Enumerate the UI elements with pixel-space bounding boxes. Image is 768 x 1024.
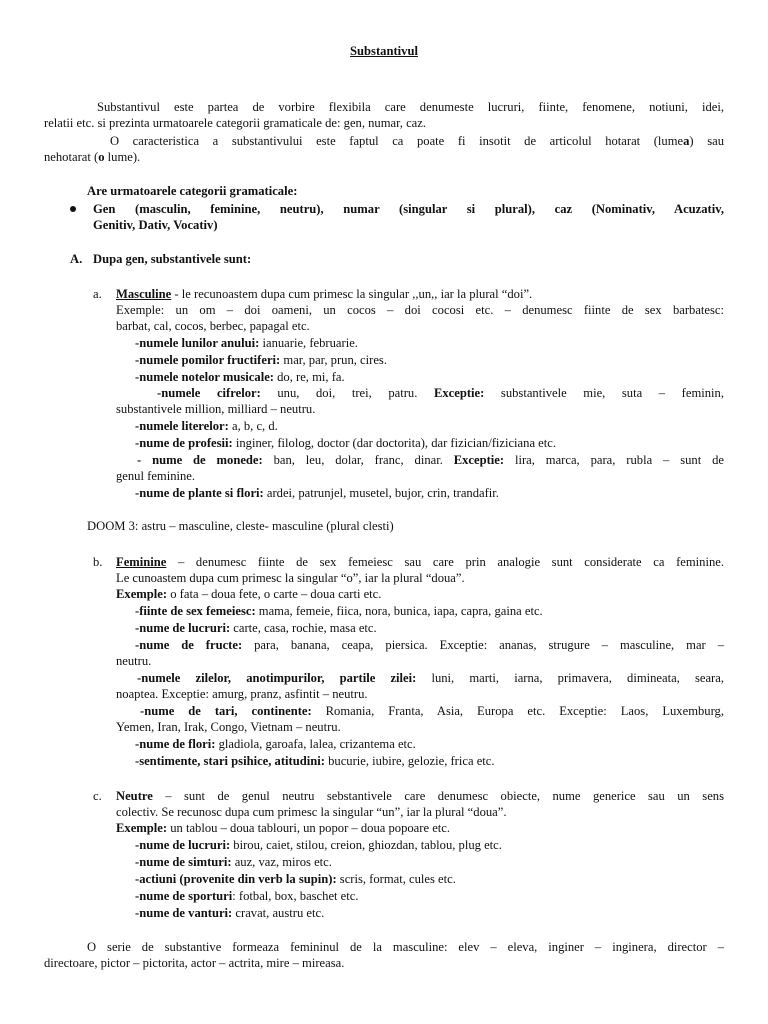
neut-exemple: Exemple: un tablou – doua tablouri, un popor – doua popoare etc.: [116, 821, 451, 835]
masc-note: -numele notelor musicale: do, re, mi, fa.: [135, 370, 345, 384]
categories-heading: Are urmatoarele categorii gramaticale:: [87, 184, 298, 198]
masc-monede-line2: genul feminine.: [116, 469, 196, 483]
bullet-icon: [70, 206, 76, 212]
intro-p1-line1: Substantivul este partea de vorbire flexibila care denumeste lucruri, fiinte, fenomene, notiuni, idei,: [97, 100, 724, 114]
intro-p2-line2: nehotarat (o lume).: [44, 150, 141, 164]
intro-p2-line1: O caracteristica a substantivului este faptul ca poate fi insotit de articolul hotarat (lumea) sau: [110, 134, 724, 148]
doom-note: DOOM 3: astru – masculine, cleste- masculine (plural clesti): [87, 519, 394, 533]
categories-bullet-line2: Genitiv, Dativ, Vocativ): [93, 218, 218, 232]
closing-line1: O serie de substantive formeaza femininul de la masculine: elev – eleva, inginer – inginera, director –: [87, 940, 724, 954]
masc-profesii: -nume de profesii: inginer, filolog, doctor (dar doctorita), dar fizician/fiziciana etc.: [135, 436, 557, 450]
masc-plante: -nume de plante si flori: ardei, patrunjel, musetel, bujor, crin, trandafir.: [135, 486, 499, 500]
fem-exemple: Exemple: o fata – doua fete, o carte – doua carti etc.: [116, 587, 382, 601]
fem-zile-line1: -numele zilelor, anotimpurilor, partile zilei: luni, marti, iarna, primavera, dimineata, seara,: [137, 671, 724, 685]
fem-fructe-line1: -nume de fructe: para, banana, ceapa, piersica. Exceptie: ananas, strugure – masculine, mar –: [135, 638, 724, 652]
masc-line2: Exemple: un om – doi oameni, un cocos – doi cocosi etc. – denumesc fiinte de sex barbatesc:: [116, 303, 724, 317]
fem-flori: -nume de flori: gladiola, garoafa, lalea, crizantema etc.: [135, 737, 416, 751]
section-a-marker: A.: [70, 252, 83, 266]
intro-p1-line2: relatii etc. si prezinta urmatoarele categorii gramaticale de: gen, numar, caz.: [44, 116, 427, 130]
masc-line3: barbat, cal, cocos, berbec, papagal etc.: [116, 319, 310, 333]
neut-vanturi: -nume de vanturi: cravat, austru etc.: [135, 906, 325, 920]
fem-fructe-line2: neutru.: [116, 654, 152, 668]
masc-lunile: -numele lunilor anului: ianuarie, februarie.: [135, 336, 358, 350]
masc-cifre-line1: -numele cifrelor: unu, doi, trei, patru. Exceptie: substantivele mie, suta – feminin,: [157, 386, 724, 400]
neut-actiuni: -actiuni (provenite din verb la supin): scris, format, cules etc.: [135, 872, 456, 886]
fem-line1: Feminine – denumesc fiinte de sex femeiesc sau care prin analogie sunt considerate ca feminine.: [116, 555, 724, 569]
neut-line2: colectiv. Se recunosc dupa cum primesc la singular “un”, iar la plural “doua”.: [116, 805, 507, 819]
neut-line1: Neutre – sunt de genul neutru sebstantivele care denumesc obiecte, nume generice sau un sens: [116, 789, 724, 803]
categories-bullet-line1: Gen (masculin, feminine, neutru), numar (singular si plural), caz (Nominativ, Acuzativ,: [93, 202, 724, 216]
fem-marker: b.: [93, 555, 103, 569]
neut-simturi: -nume de simturi: auz, vaz, miros etc.: [135, 855, 332, 869]
masc-line1: Masculine - le recunoastem dupa cum primesc la singular ,,un,, iar la plural “doi”.: [116, 287, 533, 301]
fem-lucruri: -nume de lucruri: carte, casa, rochie, masa etc.: [135, 621, 377, 635]
neut-lucruri: -nume de lucruri: birou, caiet, stilou, creion, ghiozdan, tablou, plug etc.: [135, 838, 502, 852]
masc-cifre-line2: substantivele million, milliard – neutru.: [116, 402, 316, 416]
fem-tari-line1: -nume de tari, continente: Romania, Franta, Asia, Europa etc. Exceptie: Laos, Luxemburg,: [140, 704, 724, 718]
fem-fiinte: -fiinte de sex femeiesc: mama, femeie, fiica, nora, bunica, iapa, capra, gaina etc.: [135, 604, 543, 618]
masc-monede-line1: - nume de monede: ban, leu, dolar, franc, dinar. Exceptie: lira, marca, para, rubla – sunt de: [137, 453, 724, 467]
fem-zile-line2: noaptea. Exceptie: amurg, pranz, asfintit – neutru.: [116, 687, 368, 701]
masc-marker: a.: [93, 287, 102, 301]
page-title: Substantivul: [350, 44, 418, 58]
neut-sporturi: -nume de sporturi: fotbal, box, baschet etc.: [135, 889, 359, 903]
fem-sentimente: -sentimente, stari psihice, atitudini: bucurie, iubire, gelozie, frica etc.: [135, 754, 495, 768]
section-a-heading: Dupa gen, substantivele sunt:: [93, 252, 252, 266]
neut-marker: c.: [93, 789, 102, 803]
masc-litere: -numele literelor: a, b, c, d.: [135, 419, 278, 433]
fem-line2: Le cunoastem dupa cum primesc la singular “o”, iar la plural “doua”.: [116, 571, 465, 585]
masc-pomi: -numele pomilor fructiferi: mar, par, prun, cires.: [135, 353, 387, 367]
closing-line2: directoare, pictor – pictorita, actor – actrita, mire – mireasa.: [44, 956, 345, 970]
fem-tari-line2: Yemen, Iran, Irak, Congo, Vietnam – neutru.: [116, 720, 341, 734]
